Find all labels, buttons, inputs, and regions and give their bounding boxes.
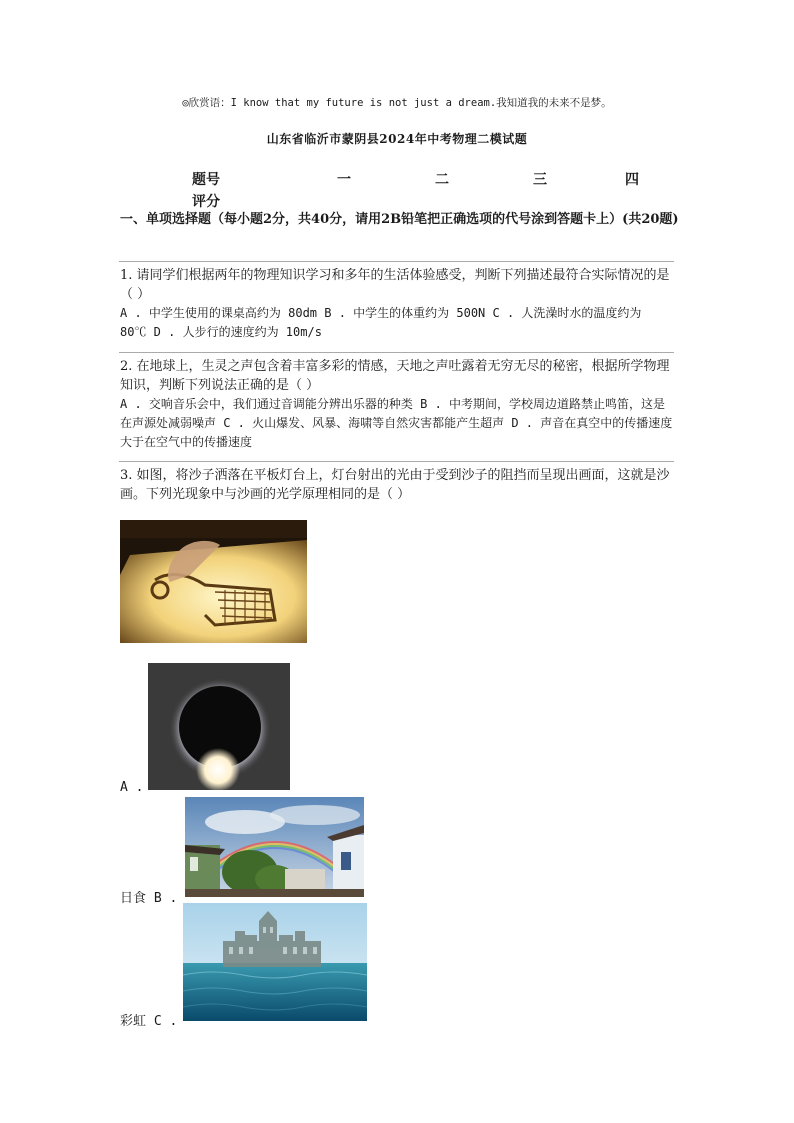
score-cell-number-label: 题号 — [192, 172, 220, 188]
question-options: A . 中学生使用的课桌高约为 80dm B . 中学生的体重约为 500N C . 人洗澡时水的温度约为 80℃ D . 人步行的速度约为 10m/s — [120, 306, 642, 339]
rainbow-photo-icon — [185, 797, 364, 897]
question-stem: 2. 在地球上，生灵之声包含着丰富多彩的情感，天地之声吐露着无穷无尽的秘密，根据所学物理知识，判断下列说法正确的是（ ） — [120, 359, 670, 393]
question-options: A . 交响音乐会中，我们通过音调能分辨出乐器的种类 B . 中考期间，学校周边道路禁止鸣笛，这是在声源处减弱噪声 C . 火山爆发、风暴、海啸等自然灾害都能产生超声 D . 声音在真空中的传播速度大于在空气中的传播速度 — [120, 397, 673, 449]
exam-title: 山东省临沂市蒙阴县2024年中考物理二模试题 — [266, 132, 528, 146]
score-label: 评分 — [192, 194, 220, 210]
sea-mirage-photo-icon — [183, 903, 367, 1021]
solar-eclipse-photo-icon — [148, 663, 290, 790]
question-stem: 1. 请同学们根据两年的物理知识学习和多年的生活体验感受，判断下列描述最符合实际情况的是（ ） — [120, 268, 670, 302]
section-heading: 一、单项选择题（每小题2分，共40分，请用2B铅笔把正确选项的代号涂到答题卡上）(共20题) — [120, 212, 679, 227]
divider — [119, 261, 674, 262]
option-a-label: A . — [120, 780, 144, 795]
score-cell-2: 二 — [435, 172, 449, 188]
score-cell-3: 三 — [533, 172, 547, 188]
question-3 — [120, 466, 675, 504]
score-table — [192, 168, 652, 212]
question-stem: 3. 如图，将沙子洒落在平板灯台上，灯台射出的光由于受到沙子的阻挡而呈现出画面，这就是沙画。下列光现象中与沙画的光学原理相同的是（ ） — [120, 468, 670, 502]
option-c-label: 彩虹 C . — [120, 1014, 178, 1029]
question-2 — [120, 357, 675, 452]
divider — [119, 461, 674, 462]
sand-painting-photo-icon — [120, 520, 307, 643]
option-b-label: 日食 B . — [120, 891, 178, 906]
score-cell-1: 一 — [337, 172, 351, 188]
question-1 — [120, 266, 675, 342]
score-cell-4: 四 — [625, 172, 639, 188]
score-header-row — [192, 168, 652, 190]
motto-line: ◎欣赏语：I know that my future is not just a dream.我知道我的未来不是梦。 — [182, 97, 612, 109]
divider — [119, 352, 674, 353]
score-value-row — [192, 190, 652, 212]
